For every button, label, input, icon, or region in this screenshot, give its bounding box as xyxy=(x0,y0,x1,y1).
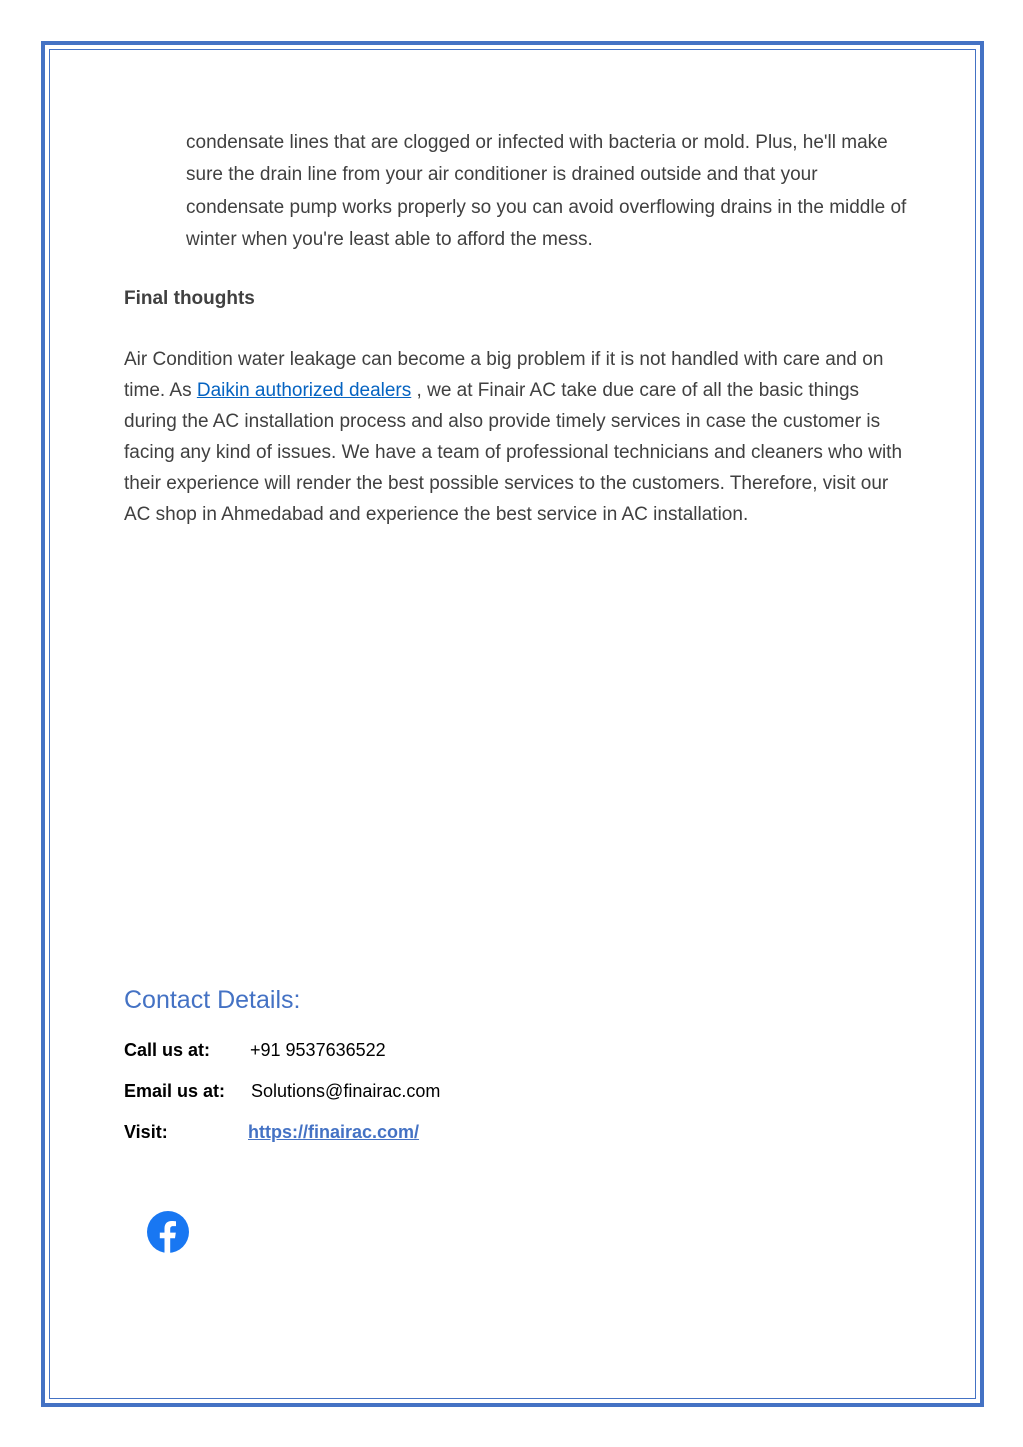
daikin-dealers-link[interactable]: Daikin authorized dealers xyxy=(196,380,412,401)
contact-visit-row xyxy=(124,1119,624,1145)
paragraph-text-after-link: , we at Finair AC take due care of all the basic things during the AC installation process and also provide timely services in case the customer is facing any kind of issues. We have a team of professional technicians and cleaners who with their experience will render the best possible services to the customers. Therefore, visit our AC shop in Ahmedabad and experience the best service in AC installation. xyxy=(124,380,903,525)
facebook-icon-graphic xyxy=(147,1211,189,1253)
phone-number: +91 9537636522 xyxy=(250,1040,386,1060)
contact-details-title: Contact Details: xyxy=(124,986,301,1014)
facebook-icon[interactable] xyxy=(147,1211,189,1253)
final-thoughts-heading: Final thoughts xyxy=(124,288,255,309)
website-link[interactable]: https://finairac.com/ xyxy=(248,1122,420,1142)
visit-label: Visit: xyxy=(124,1122,168,1142)
intro-paragraph: condensate lines that are clogged or infected with bacteria or mold. Plus, he'll make sure the drain line from your air conditioner is drained outside and that your condensate pump works properly so you can avoid overflowing drains in the middle of winter when you're least able to afford the mess. xyxy=(186,132,907,250)
contact-email-row xyxy=(124,1078,624,1104)
contact-call-row xyxy=(124,1037,624,1063)
final-thoughts-paragraph xyxy=(124,344,904,530)
paragraph-text-before-link: Air Condition water leakage can become a big problem if it is not handled with care and on time. As xyxy=(124,349,884,401)
email-address: Solutions@finairac.com xyxy=(251,1081,441,1101)
call-label: Call us at: xyxy=(124,1040,211,1060)
email-label: Email us at: xyxy=(124,1081,226,1101)
